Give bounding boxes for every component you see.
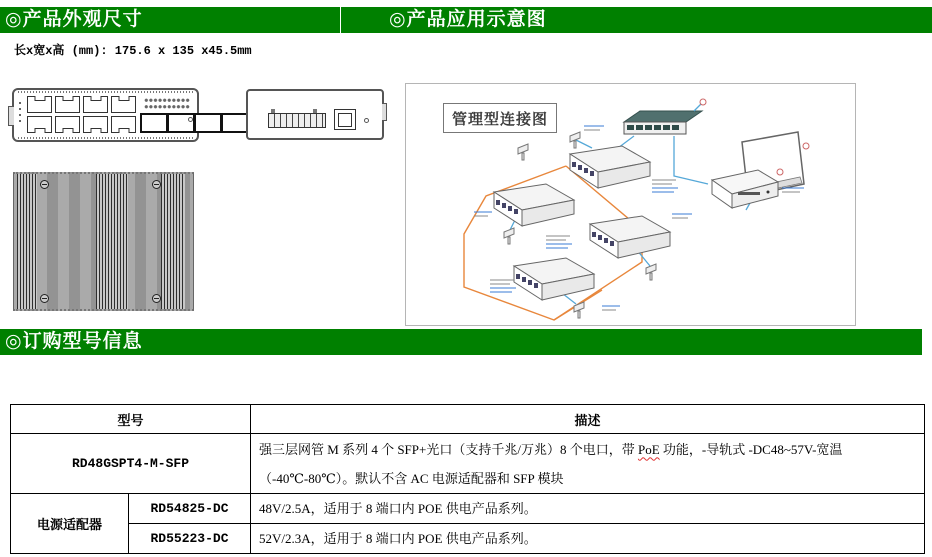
rj45-port [27, 96, 52, 113]
industrial-switch [590, 216, 670, 258]
application-diagram [405, 83, 856, 326]
uplink-wire [674, 136, 708, 184]
description-text: 强三层网管 M 系列 4 个 SFP+光口（支持千兆/万兆）8 个电口，带 [259, 441, 638, 457]
din-clip [8, 106, 14, 126]
product-front-view-drawing [12, 88, 199, 142]
table-row [11, 494, 925, 524]
screw-icon [40, 180, 49, 189]
table-header-row [11, 405, 925, 434]
poe-text: PoE [637, 441, 660, 457]
power-plug-icon [803, 143, 809, 149]
industrial-switch [570, 146, 650, 188]
reset-hole [188, 117, 193, 122]
rj45-port [55, 96, 80, 113]
led-indicators [19, 102, 21, 122]
sfp-slot [140, 113, 168, 133]
product-heatsink-view-drawing [13, 172, 194, 311]
section-title-application: ◎产品应用示意图 [341, 7, 932, 33]
screw-icon [40, 294, 49, 303]
section-title-ordering: ◎订购型号信息 [0, 329, 922, 355]
diagram-title-box: 管理型连接图 [443, 103, 557, 133]
rj45-port [83, 96, 108, 113]
description-cell [251, 434, 925, 494]
core-switch [624, 99, 706, 134]
heatsink-fins [96, 174, 128, 309]
table-row [11, 434, 925, 494]
table-row [11, 524, 925, 554]
model-cell: RD55223-DC [129, 524, 251, 554]
vent-holes [144, 97, 190, 110]
rj45-port [27, 116, 52, 133]
industrial-switch [494, 184, 574, 226]
heatsink-fins [161, 174, 185, 309]
screw-icon [152, 180, 161, 189]
rj45-port [111, 116, 136, 133]
console-port [334, 109, 356, 130]
header-description: 描述 [251, 405, 925, 434]
sfp-slot [195, 113, 222, 133]
header-model: 型号 [11, 405, 251, 434]
ordering-table [10, 404, 925, 554]
sfp-slot [168, 113, 195, 133]
product-top-view-drawing [246, 89, 384, 140]
camera-wire [576, 140, 592, 148]
heatsink-fins [17, 174, 37, 309]
sfp-slot-row [140, 113, 249, 133]
description-cell: 48V/2.5A，适用于 8 端口内 POE 供电产品系列。 [251, 494, 925, 524]
rj45-port [83, 116, 108, 133]
description-text: 功能，-导轨式 -DC48~57V-宽温（-40℃-80℃）。默认不含 AC 电源适配器和 SFP 模块 [259, 441, 843, 486]
screw-icon [152, 294, 161, 303]
terminal-block [268, 113, 326, 128]
power-plug-icon [700, 99, 706, 105]
sfp-slot [222, 113, 249, 133]
rj45-port-grid [27, 96, 136, 133]
model-cell: RD48GSPT4-M-SFP [11, 434, 251, 494]
model-cell: RD54825-DC [129, 494, 251, 524]
ground-hole [364, 118, 369, 123]
section-title-appearance: ◎产品外观尺寸 [0, 7, 340, 33]
industrial-switch [514, 258, 594, 300]
rj45-port [111, 96, 136, 113]
rj45-port [55, 116, 80, 133]
product-dimensions-text: 长x宽x高 (mm): 175.6 x 135 x45.5mm [14, 44, 252, 58]
side-tab [382, 103, 387, 121]
adapter-group-cell: 电源适配器 [11, 494, 129, 554]
description-cell: 52V/2.3A，适用于 8 端口内 POE 供电产品系列。 [251, 524, 925, 554]
